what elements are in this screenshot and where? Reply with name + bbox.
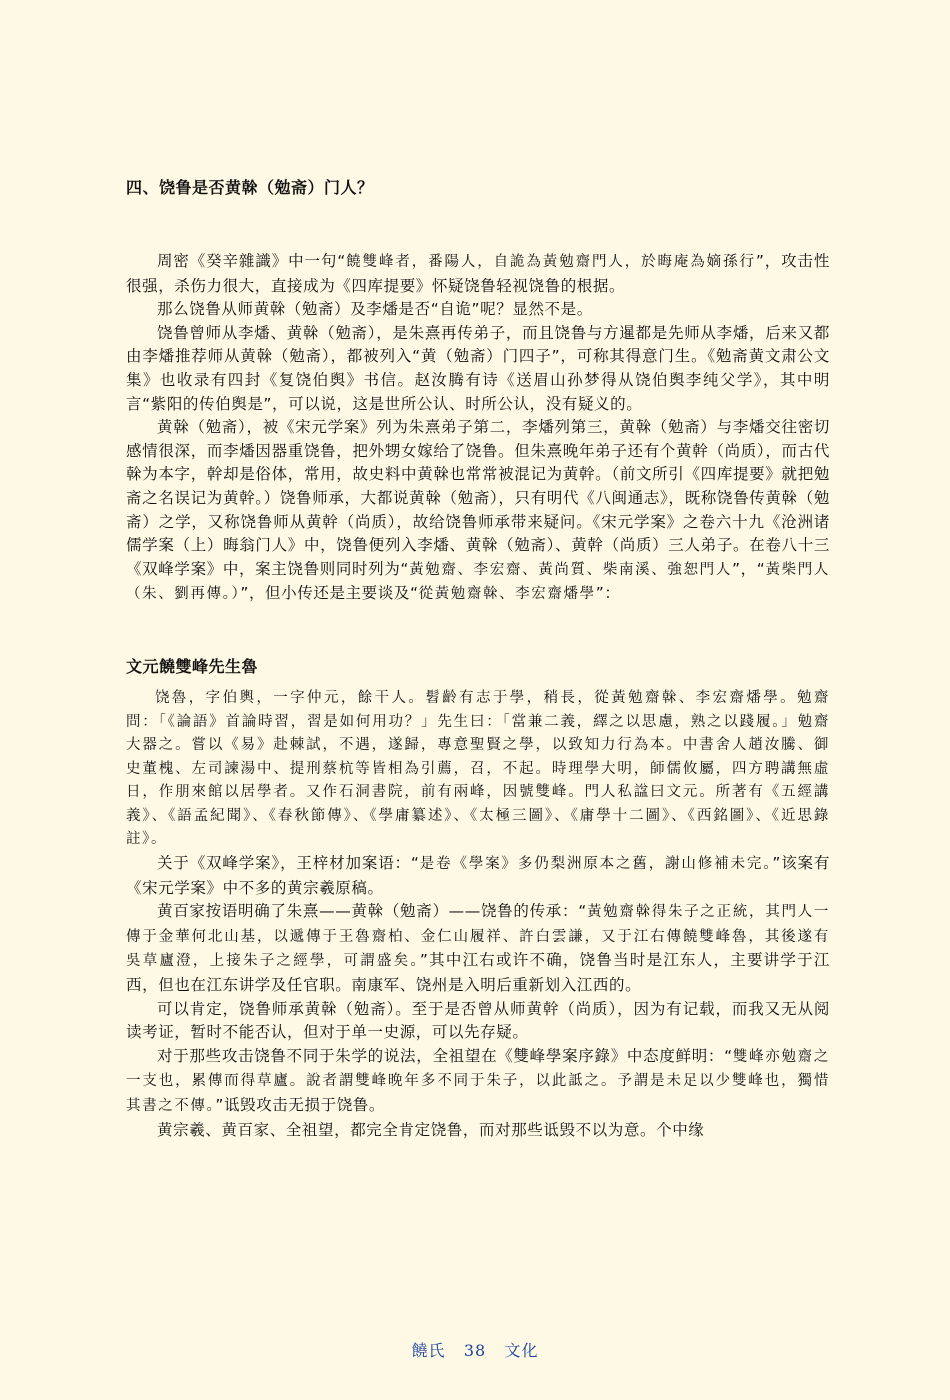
- paragraph-6-text-a: 关于《双峰学案》，王梓材加案语：“: [157, 854, 420, 873]
- paragraph-9-quote: 雙峰亦勉齋之一支也，累傳而得草廬。說者謂雙峰晚年多不同于朱子，以此詆之。予謂是未足以少雙峰也，獨惜其書之不傳。: [126, 1048, 830, 1114]
- page-footer: [0, 1338, 950, 1361]
- paragraph-3: 饶鲁曾师从李燔、黄榦（勉斋），是朱熹再传弟子，而且饶鲁与方暹都是先师从李燔，后来又都由李燔推荐师从黄榦（勉斋），都被列入“黄（勉斋）门四子”，可称其得意门生。《勉斋黄文肃公文集》也收录有四封《复饶伯舆》书信。赵汝腾有诗《送眉山孙梦得从饶伯舆李纯父学》，其中明言“紫阳的传伯舆是”，可以说，这是世所公认、时所公认，没有疑义的。: [126, 323, 830, 413]
- paragraph-8: 可以肯定，饶鲁师承黄榦（勉斋）。至于是否曾从师黄幹（尚质），因为有记载，而我又无从阅读考证，暂时不能否认，但对于单一史源，可以先存疑。: [126, 999, 830, 1042]
- paragraph-7-text-a: 黄百家按语明确了朱熹——黄榦（勉斋）——饶鲁的传承：“: [157, 902, 587, 921]
- paragraph-1-text-b: ”，攻击性很强，杀伤力很大，直接成为《四库提要》怀疑饶鲁轻视饶鲁的根据。: [126, 252, 831, 295]
- paragraph-6-quote: 是卷《學案》多仍梨洲原本之舊，謝山修補未完。: [419, 856, 773, 873]
- paragraph-4-text-d: ”：: [595, 584, 621, 603]
- footer-right-text: 文化: [504, 1341, 539, 1360]
- page-number: 38: [463, 1341, 487, 1360]
- paragraph-1-quote: 饒雙峰者，番陽人，自詭為黃勉齋門人，於晦庵為嫡孫行: [345, 254, 756, 270]
- section-heading: 四、饶鲁是否黄榦（勉斋）门人？: [126, 178, 374, 197]
- paragraph-1-text-a: 周密《癸辛雜識》中一句“: [157, 252, 346, 270]
- paragraph-4: [126, 416, 830, 607]
- paragraph-7-text-b: ”其中江右或许不确，饶鲁当时是江东人，主要讲学于江西，但也在江东讲学及任官职。南康军、饶州是入明后重新划入江西的。: [126, 951, 830, 995]
- paragraph-9: [126, 1045, 830, 1119]
- paragraph-6: [126, 852, 830, 900]
- paragraph-4-quote-3: 從黃勉齋榦、李宏齋燔學: [418, 586, 596, 603]
- paragraph-2: 那么饶鲁从师黄榦（勉斋）及李燔是否“自诡”呢？显然不是。: [157, 300, 593, 319]
- paragraph-4-text-c: ”，但小传还是主要谈及“: [240, 584, 419, 603]
- paragraph-9-text-a: 对于那些攻击饶鲁不同于朱学的说法，全祖望在《雙峰學案序錄》中态度鲜明：“: [157, 1046, 733, 1065]
- paragraph-4-quote-2: 黃柴門人（朱、劉再傳。）: [126, 561, 830, 603]
- paragraph-7-quote: 黃勉齋榦得朱子之正統，其門人一傳于金華何北山基，以遞傳于王魯齋柏、金仁山履祥、許白雲謙，又于江右傳饒雙峰魯，其後遂有吳草廬澄，上接朱子之經學，可謂盛矣。: [126, 904, 830, 970]
- paragraph-7: [126, 900, 830, 997]
- paragraph-6-text-b: ”该案有《宋元学案》中不多的黄宗羲原稿。: [126, 854, 831, 897]
- sub-heading: 文元饒雙峰先生魯: [126, 656, 259, 676]
- quoted-biography: 饶魯，字伯輿，一字仲元，餘干人。髫齡有志于學，稍長，從黃勉齋榦、李宏齋燔學。勉齋問：「《論語》首論時習，習是如何用功？」先生曰：「當兼二義，繹之以思慮，熟之以踐履。」勉齋大器之。嘗以《易》赴棘試，不遇，遂歸，專意聖賢之學，以致知力行為本。中書舍人趙汝騰、御史董槐、左司諫湯中、提刑蔡杭等皆相為引薦，召，不起。時理學大明，師儒攸屬，四方聘講無虛日，作朋來館以居學者。又作石洞書院，前有兩峰，因號雙峰。門人私諡曰文元。所著有《五經講義》、《語孟紀聞》、《春秋節傳》、《學庸纂述》、《太極三圖》、《庸學十二圖》、《西銘圖》、《近思錄註》。: [126, 689, 830, 848]
- footer-left-text: 饒氏: [411, 1341, 446, 1360]
- paragraph-10: 黄宗羲、黄百家、全祖望，都完全肯定饶鲁，而对那些诋毁不以为意。个中缘: [157, 1120, 705, 1139]
- article-body: [126, 176, 830, 1142]
- paragraph-1: [126, 250, 830, 298]
- paragraph-4-quote-1: 黃勉齋、李宏齋、黃尚質、柴南溪、強恕門人: [409, 561, 732, 578]
- paragraph-4-text-a: 黄榦（勉斋），被《宋元学案》列为朱熹弟子第二，李燔列第三，黄榦（勉斋）与李燔交往密切感情很深，而李燔因器重饶鲁，把外甥女嫁给了饶鲁。但朱熹晚年弟子还有个黄幹（尚质），而古代榦为本字，幹却是俗体，常用，故史料中黄榦也常常被混记为黄幹。（前文所引《四库提要》就把勉斋之名误记为黄幹。）饶鲁师承，大都说黄榦（勉斋），只有明代《八闽通志》，既称饶鲁传黄榦（勉斋）之学，又称饶鲁师从黄幹（尚质），故给饶鲁师承带来疑问。《宋元学案》之卷六十九《沧洲诸儒学案（上）晦翁门人》中，饶鲁便列入李燔、黄榦（勉斋）、黄幹（尚质）三人弟子。在卷八十三《双峰学案》中，案主饶鲁则同时列为“: [126, 418, 830, 578]
- paragraph-4-text-b: ”，“: [731, 559, 766, 578]
- paragraph-9-text-b: ”诋毁攻击无损于饶鲁。: [215, 1096, 385, 1114]
